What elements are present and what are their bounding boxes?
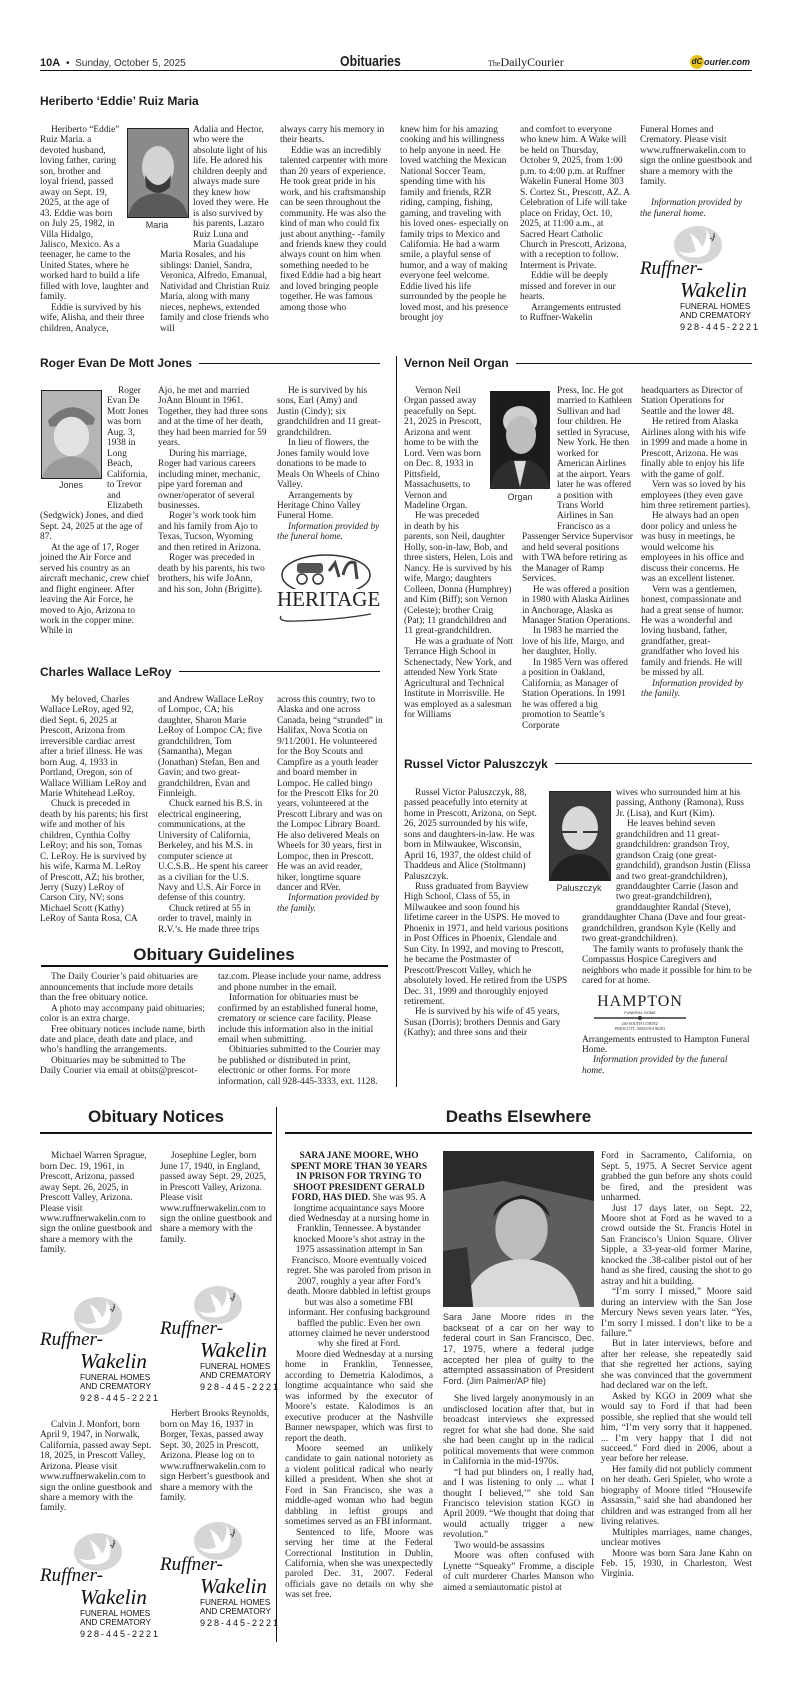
paragraph: “I’m sorry I missed,” Moore said during an interview with the San Jose Mercury News seven years later. “Yes, I’m sorry I missed. I don’t like to be a failure.” <box>601 1287 752 1339</box>
ruffner-logo-phone: 928-445-2221 <box>200 1618 281 1629</box>
ruffner-logo-line-4: AND CREMATORY <box>200 1607 271 1617</box>
deaths-col-1 <box>285 1151 433 1600</box>
ruffner-logo-script-1: Ruffner- <box>40 1328 103 1350</box>
obit-charles-col-1 <box>40 695 150 925</box>
paragraph: Two would-be assassins <box>454 1540 545 1551</box>
notice-item <box>40 1420 152 1514</box>
obit-title-charles <box>40 665 380 679</box>
obit-russel <box>404 757 752 1076</box>
ruffner-logo-script-2: Wakelin <box>680 278 747 303</box>
ruffner-logo-line-3: FUNERAL HOMES <box>80 1372 151 1382</box>
obit-charles <box>40 665 388 935</box>
paragraph: taz.com. Please include your name, address and phone number in the email. <box>218 972 381 993</box>
photo-caption: Jones <box>58 480 84 490</box>
guidelines-title: Obituary Guidelines <box>133 945 295 965</box>
paragraph: She lived largely anonymously in an undisclosed location after that, but in broadcast interviews she expressed regret for what she had done. She said she had been caught up in the radical political movements that were common in California in the mid-1970s. <box>443 1394 594 1468</box>
deaths-photo <box>443 1151 594 1307</box>
obit-title-russel <box>404 757 752 771</box>
paragraph: During his marriage, Roger had various careers including miner, mechanic, pipe yard foreman and owner/operator of several businesses. <box>158 448 261 511</box>
left-half <box>40 356 388 1087</box>
paragraph: Obituaries submitted to the Courier may be published or distributed in print, electronic or other forms. For more information, call 928-445-3333, ext. 1128. <box>218 1045 381 1087</box>
obit-photo-organ <box>490 391 550 489</box>
paragraph: Just 17 days later, on Sept. 22, Moore shot at Ford as he waved to a crowd outside the St. Francis Hotel in San Francisco’s Union Square. Oliver Sipple, a 33-year-old former Marine, knocked the .38-caliber pistol out of her hand as she fired, causing the shot to go astray and hit a building. <box>601 1203 752 1287</box>
obit-name: Vernon Neil Organ <box>404 356 509 370</box>
obit-title-heriberto <box>40 94 752 108</box>
paragraph: Press, Inc. He got married to Kathleen Sullivan and had four children. He settled in Syracuse, New York. He then worked for American Airlines at the airport. Years later he was offered a position with Trans World Airlines in San Francisco as a Passenger Service Supervisor and held several positions with TWA before retiring as the Manager of Ramp Services. <box>522 386 633 585</box>
ruffner-wakelin-logo <box>160 1285 281 1395</box>
deaths <box>285 1107 752 1642</box>
paragraph: Chuck retired at 55 in order to travel, mainly in R.V.’s. He made three trips <box>158 903 260 935</box>
guidelines <box>40 945 388 1087</box>
paragraph: But in later interviews, before and after her release, she repeatedly said that she regretted her actions, saying she was convinced that the government had declared war on the left. <box>601 1339 752 1392</box>
ruffner-logo-line-4: AND CREMATORY <box>200 1371 271 1381</box>
obit-heriberto-col-3 <box>280 125 390 313</box>
paragraph: Josephine Legler, born June 17, 1940, in England, passed away Sept. 29, 2025, in Prescott Valley, Arizona. Please visit www.ruffnerwakelin.com to sign the online guestbook and share a memory with the family. <box>160 1151 272 1245</box>
paragraph: wives who surrounded him at his passing, Anthony (Ramona), Russ Jr. (Lisa), and Kurt (Kim). <box>616 787 744 819</box>
ruffner-wakelin-logo <box>160 1521 281 1631</box>
obit-photo-paluszczyk <box>549 791 611 881</box>
ruffner-logo-phone: 928-445-2221 <box>680 322 761 333</box>
paragraph: Vernon Neil Organ passed away peacefully on Sept. 21, 2025 in Prescott, Arizona and went home to be with the Lord. Vern was born on Dec. 8, 1933 in Pittsfield, Massachusetts, to Vernon and Madeline Organ. <box>404 386 482 511</box>
ruffner-logo-script-2: Wakelin <box>200 1574 267 1599</box>
deaths-lead <box>285 1151 433 1350</box>
right-half <box>404 356 752 1087</box>
notices-rule <box>40 1132 272 1134</box>
paragraph: Funeral Homes and Crematory. Please visit www.ruffnerwakelin.com to sign the online guestbook and share a memory with the family. <box>640 125 752 188</box>
notices <box>40 1107 281 1642</box>
paragraph: Ford in Sacramento, California, on Sept. 5, 1975. A Secret Service agent grabbed the gun before any shots could be fired, and the president was unharmed. <box>601 1151 752 1204</box>
paragraph: Asked by KGO in 2009 what she would say to Ford if that had been possible, she replied that she would tell him, “I’m very sorry that it happened. ... I’m very happy that I did not succeed.” Ford died in 2006, about a year before her release. <box>601 1391 752 1465</box>
masthead-the: The <box>488 59 501 68</box>
obit-credit: Information provided by the funeral home. <box>582 1055 728 1076</box>
ruffner-logo-line-3: FUNERAL HOMES <box>680 302 751 312</box>
deaths-lead-text: She was 95. A longtime acquaintance says Moore died Wednesday at a nursing home in Franklin, Tennessee. A bystander knocked Moore’s shot astray in the 1975 assassination attempt in San Francisco. Moore eventually voiced regret. She was paroled from prison in 2007, roughly a year after Ford’s death. Moore dabbled in leftist groups but was also a sometime FBI informant. Her confusing background baffled the public. Even her own attorney claimed he never understood why she fired at Ford. <box>287 1193 431 1350</box>
paragraph: My beloved, Charles Wallace LeRoy, aged 92, died Sept. 6, 2025 at Prescott, Arizona from irreversible cardiac arrest after a brief illness. He was born Aug. 4, 1933 in Portland, Oregon, son of Wallace William LeRoy and Marie Whitehead LeRoy. <box>40 694 147 799</box>
obit-vernon-col-3 <box>641 386 752 700</box>
obit-charles-col-3 <box>277 695 385 915</box>
header-rule <box>40 70 752 71</box>
ruffner-logo-script-2: Wakelin <box>80 1348 147 1373</box>
paragraph: In 1985 Vern was offered a position in Oakland, California, as Manager of Station Operations. In 1991 he was offered a big promotion to Seattle’s Corporate <box>522 657 628 731</box>
obit-credit: Information provided by the family. <box>641 678 744 700</box>
paragraph: At the age of 17, Roger joined the Air Force and served his country as an aircraft mechanic, crew chief and flight engineer. After leaving the Air Force, he moved to Ajo, Arizona to work in the copper mine. While in <box>40 542 150 637</box>
title-rule <box>199 363 380 364</box>
paragraph: The family wants to profusely thank the Compassus Hospice Caregivers and neighbors who made it possible for him to be cared for at home. <box>582 944 752 987</box>
notices-divider <box>276 1107 277 1642</box>
guidelines-col-1 <box>40 972 208 1077</box>
ruffner-logo-line-4: AND CREMATORY <box>680 311 751 321</box>
obit-title-vernon <box>404 356 752 370</box>
photo-caption: Maria <box>145 220 169 230</box>
obit-name: Roger Evan De Mott Jones <box>40 356 193 370</box>
paragraph: Herbert Brooks Reynolds, born on May 16, 1937 in Borger, Texas, passed away Sept. 30, 2025 in Prescott, Arizona. Please log on to www.ruffnerwakelin.com to sign Herbert’s guestbook and share a memory with the family. <box>160 1409 270 1503</box>
page-body <box>40 94 761 1702</box>
title-rule <box>555 763 752 764</box>
heritage-wagon-icon <box>277 549 375 589</box>
obit-heriberto-col-6 <box>640 125 761 335</box>
heritage-logo <box>277 549 381 625</box>
paragraph: He is survived by his sons, Earl (Amy) and Justin (Cindy); six grandchildren and 11 great-grandchildren. <box>277 386 381 438</box>
ruffner-logo-phone: 928-445-2221 <box>80 1628 161 1639</box>
obit-russel-col-1 <box>404 788 572 1039</box>
ruffner-logo-phone: 928-445-2221 <box>80 1392 161 1403</box>
paragraph: Her family did not publicly comment on her death. Geri Spieler, who wrote a biography of Moore titled “Housewife Assassin,” said she had abandoned her children and was estranged from all her living relatives. <box>601 1464 752 1528</box>
title-rule <box>179 671 380 672</box>
obit-heriberto-col-4 <box>400 125 510 324</box>
obit-roger-col-3 <box>277 386 381 625</box>
obit-name: Russel Victor Paluszczyk <box>404 756 548 771</box>
deaths-headline: SARA JANE MOORE, WHO SPENT MORE THAN 30 YEARS IN PRISON FOR TRYING TO SHOOT PRESIDENT GERALD FORD, HAS DIED. <box>290 1151 428 1204</box>
obit-name: Charles Wallace LeRoy <box>40 664 172 679</box>
obit-credit: Information provided by the family. <box>277 893 380 914</box>
paragraph: and comfort to everyone who knew him. A Wake will be held on Thursday, October 9, 2025, from 1:00 p.m. to 4:00 p.m. at Ruffner Wakelin Funeral Home 303 S. Cortez St., Prescott, AZ. A Celebration of Life will take place on Friday, Oct. 10, 2025, at 11:00 a.m., at Sacred Heart Catholic Church in Prescott, Arizona, with a reception to follow. Interment is Private. <box>520 125 630 271</box>
obit-roger-col-2 <box>158 386 268 595</box>
paragraph: Adalia and Hector, who were the absolute light of his life. He adored his children deeply and always made sure they knew how loved they were. He is also survived by his parents, Lazaro Ruiz Luna and Maria Guadalupe Maria Rosales, and his siblings: Daniel, Sandra, Veronica, Alfredo, Emanual, Natividad and Christian Ruiz Maria, along with many nieces, nephews, extended family and close friends who will <box>160 125 270 334</box>
ruffner-wakelin-logo <box>640 225 761 335</box>
issue-date: Sunday, October 5, 2025 <box>75 58 186 69</box>
notice-item <box>40 1151 152 1256</box>
paragraph: Chuck earned his B.S. in electrical engineering, communications, at the University of California, Berkeley, and his M.S. in computer science at U.C.S.B.. He spent his career as a civilian for the U.S. Navy and U.S. Air Force in defense of this country. <box>158 799 269 904</box>
deaths-col-3 <box>601 1151 752 1580</box>
hampton-logo-sub: FUNERAL HOME <box>624 1009 656 1015</box>
page-folio <box>40 57 186 70</box>
hampton-logo-addr1: 240 SOUTH CORTEZ <box>621 1020 659 1026</box>
paragraph: “I had put blinders on, I really had, and I was listening to only ... what I thought I believed,’” she told San Francisco television station KGO in April 2009. “We thought that doing that would actually trigger a new revolution.” <box>443 1467 594 1541</box>
column-divider <box>396 356 397 1087</box>
photo-caption: Organ <box>507 492 533 502</box>
notices-title: Obituary Notices <box>87 1107 225 1127</box>
paragraph: Moore was often confused with Lynette “Squeaky” Fromme, a disciple of cult murderer Charles Manson who aimed a semiautomatic pistol at <box>443 1551 594 1593</box>
paragraph: The Daily Courier’s paid obituaries are announcements that include more details than the free obituary notice. <box>40 972 198 1004</box>
paragraph: Roger Evan De Mott Jones was born Aug. 3, 1938 in Long Beach, California, to Trevor and Elizabeth (Sedgwick) Jones, and died Sept. 24, 2025 at the age of 87. <box>40 386 149 543</box>
paragraph: Arrangements entrusted to Hampton Funeral Home. <box>582 1034 750 1056</box>
obit-credit: Information provided by the funeral home. <box>277 521 380 543</box>
notice-item <box>160 1409 272 1503</box>
paragraph: Eddie is survived by his wife, Alisha, and their three children, Analyce, <box>40 302 145 334</box>
guidelines-col-2 <box>218 972 388 1087</box>
paragraph: headquarters as Director of Station Operations for Seattle and the lower 48. <box>641 386 743 417</box>
paragraph: Russel Victor Paluszczyk, 88, passed peacefully into eternity at home in Prescott, Arizona, on Sept. 26, 2025 surrounded by his wife, sons and daughters-in-law. He was born in Milwaukee, Wisconsin, April 16, 1937, the oldest child of Thaddeus and Alice (Stoltmann) Paluszczyk. <box>404 787 537 882</box>
paragraph: Arrangements entrusted to Ruffner-Wakelin <box>520 302 621 324</box>
obit-photo-jones <box>41 390 102 479</box>
ruffner-logo-script-1: Ruffner- <box>640 258 703 280</box>
obit-name: Heriberto ‘Eddie’ Ruiz Maria <box>40 94 199 108</box>
title-rule <box>516 363 752 364</box>
dcourier-logo-text: ourier.com <box>704 57 751 67</box>
dcourier-logo[interactable] <box>690 55 750 69</box>
obit-photo-maria <box>127 128 189 218</box>
paragraph: Heriberto “Eddie” Ruiz Maria. a devoted husband, loving father, caring son, brother and loyal friend, passed away on Sept. 19, 2025, at the age of 43. Eddie was born on July 25, 1982, in Villa Hidalgo, Jalisco, Mexico. As a teenager, he came to the United States, where he worked hard to build a life filled with love, laughter and family. <box>40 125 149 303</box>
ruffner-logo-script-1: Ruffner- <box>160 1554 223 1576</box>
ruffner-logo-line-3: FUNERAL HOMES <box>200 1362 271 1372</box>
paragraph: Vern was so loved by his employees (they even gave him three retirement parties). <box>641 480 751 511</box>
paragraph: Roger’s work took him and his family from Ajo to Texas, Tucson, Wyoming and then retired in Arizona. <box>158 511 261 553</box>
paragraph: Ajo, he met and married JoAnn Blount in 1961. Together, they had three sons and at the time of her death, they had been married for 59 years. <box>158 386 268 449</box>
paragraph: Calvin J. Monfort, born April 9, 1947, in Norwalk, California, passed away Sept. 18, 2025, in Prescott Valley, Arizona. Please visit www.ruffnerwakelin.com to sign the online guestbook and share a memory with the family. <box>40 1419 152 1514</box>
deaths-rule <box>285 1132 752 1134</box>
paragraph: Multiples marriages, name changes, unclear motives <box>601 1527 752 1549</box>
ruffner-logo-line-4: AND CREMATORY <box>80 1381 151 1391</box>
paragraph: In 1983 he married the love of his life, Margo, and her daughter, Holly. <box>522 626 625 658</box>
obit-charles-col-2 <box>158 695 270 935</box>
paragraph: across this country, two to Alaska and one across Canada, being “stranded” in Halifax, Nova Scotia on 9/11/2001. He volunteered for the Boy Scouts and Campfire as a youth leader and board member in Lompoc. He called bingo for the Prescott Elks for 20 years, volunteered at the Prescott Library and was on the Lompoc Library Board. He also delivered Meals on Wheels for 30 years, first in Lompoc, then in Prescott. He was an avid reader, hiker, longtime square dancer and RVer. <box>277 694 383 894</box>
obit-vernon <box>404 356 752 731</box>
paragraph: He leaves behind seven grandchildren and 11 great-grandchildren: grandson Troy, grandson Craig (one great-grandchild), grandson Justin (Elissa and two great-grandchildren), granddaughter Carrie (Jason and two great-grandchildren), granddaughter Randal (Steve), granddaughter Chana (Dave and four great-grandchildren, grandson Kyle (Kelly and two great-grandchildren). <box>582 819 751 945</box>
deaths-photo-caption: Sara Jane Moore rides in the backseat of a car on her way to federal court in San Francisco, Dec. 17, 1975, where a federal judge accepted her plea of guilty to the attempted assassination of President Ford. (Jim Palmer/AP file) <box>443 1312 594 1386</box>
hampton-logo <box>582 993 698 1031</box>
ruffner-logo-script-1: Ruffner- <box>40 1564 103 1586</box>
hampton-logo-name: HAMPTON <box>597 992 683 1010</box>
paragraph: He always had an open door policy and unless he was busy in meetings, he would welcome his employees in his office and discuss their concerns. He was an excellent listener. <box>641 511 744 585</box>
paragraph: Arrangements by Heritage Chino Valley Funeral Home. <box>277 490 361 522</box>
paragraph: always carry his memory in their hearts. <box>280 125 385 146</box>
notice-item <box>160 1151 272 1245</box>
ruffner-wakelin-logo <box>40 1532 161 1642</box>
ruffner-logo-script-2: Wakelin <box>200 1338 267 1363</box>
paragraph: knew him for his amazing cooking and his willingness to help anyone in need. He loved watching the Mexican National Soccer Team, spending time with his family and friends, RZR riding, camping, fishing, gaming, and traveling with his loved ones- especially on family trips to Mexico and California. He had a warm smile, a playful sense of humor, and a way of making everyone feel welcome. Eddie lived his life surrounded by the people he loved most, and his presence brought joy <box>400 125 509 324</box>
ruffner-logo-phone: 928-445-2221 <box>200 1382 281 1393</box>
masthead-name: DailyCourier <box>500 55 564 69</box>
paragraph: Russ graduated from Bayview High School, Class of 55, in Milwaukee and soon found his lifetime career in the USPS. He moved to Phoenix in 1971, and held various positions in Post Offices in Phoenix, Glendale and Sun City. In 1992, and moving to Prescott, he became the Postmaster of Prescott/Prescott Valley, which he absolutely loved. He retired from the USPS Dec. 31, 1999 and thoroughly enjoyed retirement. <box>404 882 569 1008</box>
deaths-title: Deaths Elsewhere <box>445 1107 592 1127</box>
paragraph: He retired from Alaska Airlines along with his wife in 1999 and made a home in Prescott, Arizona. He was finally able to enjoy his life with the game of golf. <box>641 417 748 480</box>
dcourier-logo-mark: dC <box>690 55 704 69</box>
paragraph: Roger was preceded in death by his parents, his two brothers, his wife JoAnn, and his son, John (Brigitte). <box>158 553 265 595</box>
paragraph: Obituaries may be submitted to The Daily Courier via email at obits@prescot- <box>40 1055 198 1077</box>
paragraph: Chuck is preceded in death by his parents; his first wife and mother of his children, Cynthia Colby LeRoy; and his son, Tomas C. LeRoy. He is survived by his wife, Karma M. LeRoy of Prescott, AZ; his brother, Jerry (Suzy) LeRoy of Carson City, NV; sons Michael Scott (Kathy) LeRoy of Santa Rosa, CA <box>40 799 149 925</box>
page-number: 10A <box>40 57 61 69</box>
ruffner-logo-line-3: FUNERAL HOMES <box>80 1608 151 1618</box>
guidelines-rule <box>41 965 388 967</box>
paragraph: A photo may accompany paid obituaries; color is an extra charge. <box>40 1003 205 1025</box>
paragraph: Free obituary notices include name, birth date and place, death date and place, and who’s handling the arrangements. <box>40 1024 206 1056</box>
ruffner-logo-line-3: FUNERAL HOMES <box>200 1598 271 1608</box>
paragraph: He was a graduate of Nott Terrance High School in Schenectady, New York, and attended New York State Agricultural and Technical Institute in Morrisville. He was employed as a salesman for Williams <box>404 636 514 721</box>
section-name: Obituaries <box>340 53 401 70</box>
paragraph: Sentenced to life, Moore was serving her time at the Federal Correctional Institution in Dublin, California, when she was unexpectedly paroled Dec. 31, 2007. Federal officials gave no details on why she was set free. <box>285 1527 433 1601</box>
paragraph: Moore died Wednesday at a nursing home in Franklin, Tennessee, according to Demetria Kalodimos, a longtime acquaintance who said she was informed by the executor of Moore’s estate. Kalodimos is an executive producer at the Nashville Banner newspaper, which was first to report the death. <box>285 1349 433 1444</box>
paragraph: Michael Warren Sprague, born Dec. 19, 1961, in Prescott, Arizona, passed away Sept. 26, 2025, in Prescott Valley, Arizona. Please visit www.ruffnerwakelin.com to sign the online guestbook and share a memory with the family. <box>40 1151 152 1256</box>
photo-caption: Paluszczyk <box>556 882 602 893</box>
paragraph: Vern was a gentlemen, honest, compassionate and had a great sense of humor. He was a wonderful and loving husband, father, grandfather, great-grandfather who loved his family and friends. He will be missed by all. <box>641 584 744 679</box>
ruffner-wakelin-logo <box>40 1296 161 1406</box>
paragraph: Moore seemed an unlikely candidate to gain national notoriety as a violent political radical who nearly killed a president. When she shot at Ford in San Francisco, she was a middle-aged woman who had begun dabbling in leftist groups and sometimes served as an FBI informant. <box>285 1443 433 1528</box>
paragraph: He was offered a position in 1980 with Alaska Airlines in Anchorage, Alaska as Manager Station Operations. <box>522 584 631 626</box>
obit-heriberto-col-5 <box>520 125 630 324</box>
hampton-logo-addr2: PRESCOTT, ARIZONA 86303 <box>614 1025 666 1031</box>
paragraph: Eddie will be deeply missed and forever in our hearts. <box>520 271 616 303</box>
paragraph: He is survived by his wife of 45 years, Susan (Dorris); brothers Dennis and Gary (Kathy); and three sons and their <box>404 1007 561 1039</box>
obit-title-roger <box>40 356 380 370</box>
paragraph: Eddie was an incredibly talented carpenter with more than 20 years of experience. He took great pride in his work, and his craftsmanship can be seen throughout the community. He was also the kind of man who could fix just about anything- -family and friends knew they could always count on him when something needed to be fixed Eddie had a big heart and loved bringing people together. He was famous among those who <box>280 145 388 313</box>
obit-heriberto <box>40 94 761 340</box>
paragraph: Information for obituaries must be confirmed by an established funeral home, crematory or science care facility. Please include this information also in the initial email when submitting. <box>218 993 378 1046</box>
ruffner-logo-script-2: Wakelin <box>80 1584 147 1609</box>
masthead <box>488 55 564 71</box>
ruffner-logo-script-1: Ruffner- <box>160 1318 223 1340</box>
heritage-logo-text: HERITAGE <box>277 586 381 611</box>
bullet: • <box>65 58 70 69</box>
obit-roger <box>40 356 388 637</box>
paragraph: and Andrew Wallace LeRoy of Lompoc, CA; his daughter, Sharon Marie LeRoy of Lompoc CA; five grandchildren, Tom (Samantha), Megan (Jonathan) Stefan, Ben and Gavin; and two great-grandchildren, Evan and Finnleigh. <box>158 694 264 799</box>
obit-credit: Information provided by the funeral home. <box>640 198 743 219</box>
ruffner-logo-line-4: AND CREMATORY <box>80 1617 151 1627</box>
paragraph: He was preceded in death by his parents, son Neil, daughter Holly, son-in-law, Bob, and three sisters, Helen, Lois and Nancy. He is survived by his wife, Margo; daughters Colleen, Donna (Humphrey) and Kim (Biff); son Vernon (Celeste); brother Craig (Pat); 11 grandchildren and 11 great-grandchildren. <box>404 511 513 637</box>
paragraph: In lieu of flowers, the Jones family would love donations to be made to Meals On Wheels of Chino Valley. <box>277 438 380 491</box>
deaths-col-2 <box>443 1151 594 1593</box>
paragraph: Moore was born Sara Jane Kahn on Feb. 15, 1930, in Charleston, West Virginia. <box>601 1548 752 1580</box>
